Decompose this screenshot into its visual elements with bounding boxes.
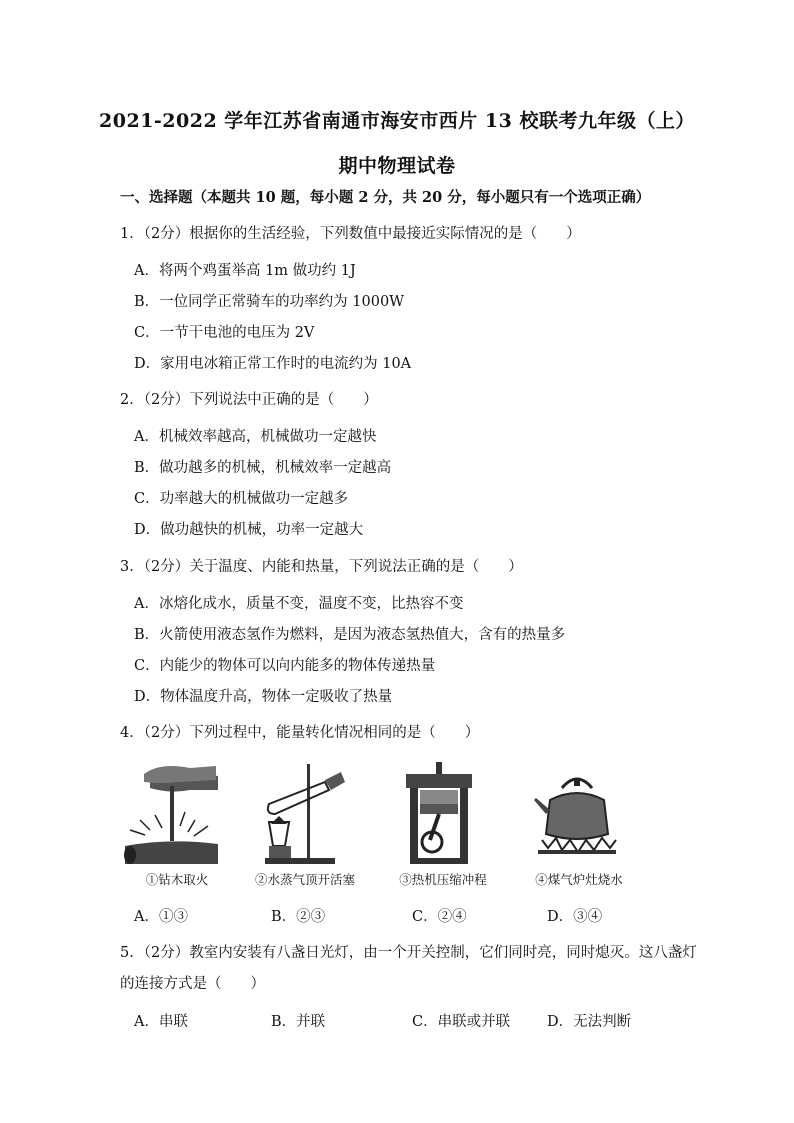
steam-test-tube-illustration — [255, 762, 355, 867]
question-3-option-b: B．火箭使用液态氢作为燃料，是因为液态氢热值大，含有的热量多 — [134, 627, 566, 643]
engine-cylinder-illustration — [396, 760, 486, 865]
drill-wood-fire-illustration — [120, 760, 220, 865]
figure-caption-2: ②水蒸气顶开活塞 — [254, 872, 355, 887]
question-3-option-a: A．冰熔化成水，质量不变，温度不变，比热容不变 — [134, 596, 464, 612]
kettle-stove-illustration — [532, 770, 622, 865]
question-5-stem-line2: 的连接方式是（ ） — [120, 976, 265, 992]
figure-caption-3: ③热机压缩冲程 — [399, 872, 487, 887]
question-5-option-b: B．并联 — [271, 1014, 326, 1030]
figure-caption-4: ④煤气炉灶烧水 — [535, 872, 623, 887]
exam-title-line2: 期中物理试卷 — [338, 155, 456, 177]
question-4-option-a: A．①③ — [134, 909, 188, 925]
question-2-option-c: C．功率越大的机械做功一定越多 — [134, 491, 349, 507]
question-2-option-b: B．做功越多的机械，机械效率一定越高 — [134, 460, 392, 476]
question-4-option-b: B．②③ — [271, 909, 326, 925]
question-2-option-a: A．机械效率越高，机械做功一定越快 — [134, 429, 377, 445]
question-1-option-a: A．将两个鸡蛋举高 1m 做功约 1J — [134, 263, 356, 279]
question-3-stem: 3．（2分）关于温度、内能和热量，下列说法正确的是（ ） — [120, 559, 523, 575]
figure-caption-1: ①钻木取火 — [145, 872, 209, 887]
question-5-option-a: A．串联 — [134, 1014, 188, 1030]
question-3-option-d: D．物体温度升高，物体一定吸收了热量 — [134, 689, 393, 705]
section-heading: 一、选择题（本题共 10 题，每小题 2 分，共 20 分，每小题只有一个选项正确） — [120, 189, 651, 206]
question-1-stem: 1．（2分）根据你的生活经验，下列数值中最接近实际情况的是（ ） — [120, 226, 581, 242]
question-4-option-d: D．③④ — [547, 909, 603, 925]
question-4-stem: 4．（2分）下列过程中，能量转化情况相同的是（ ） — [120, 725, 480, 741]
question-1-option-c: C．一节干电池的电压为 2V — [134, 325, 315, 341]
question-4-option-c: C．②④ — [412, 909, 467, 925]
question-3-option-c: C．内能少的物体可以向内能多的物体传递热量 — [134, 658, 436, 674]
question-2-option-d: D．做功越快的机械，功率一定越大 — [134, 522, 364, 538]
question-5-stem-line1: 5．（2分）教室内安装有八盏日光灯，由一个开关控制，它们同时亮，同时熄灭。这八盏灯 — [120, 945, 697, 961]
question-5-option-d: D．无法判断 — [547, 1014, 632, 1030]
exam-title-line1: 2021-2022 学年江苏省南通市海安市西片 13 校联考九年级（上） — [99, 110, 695, 132]
question-5-option-c: C．串联或并联 — [412, 1014, 511, 1030]
question-2-stem: 2．（2分）下列说法中正确的是（ ） — [120, 392, 378, 408]
question-1-option-b: B．一位同学正常骑车的功率约为 1000W — [134, 294, 405, 310]
question-1-option-d: D．家用电冰箱正常工作时的电流约为 10A — [134, 356, 412, 372]
